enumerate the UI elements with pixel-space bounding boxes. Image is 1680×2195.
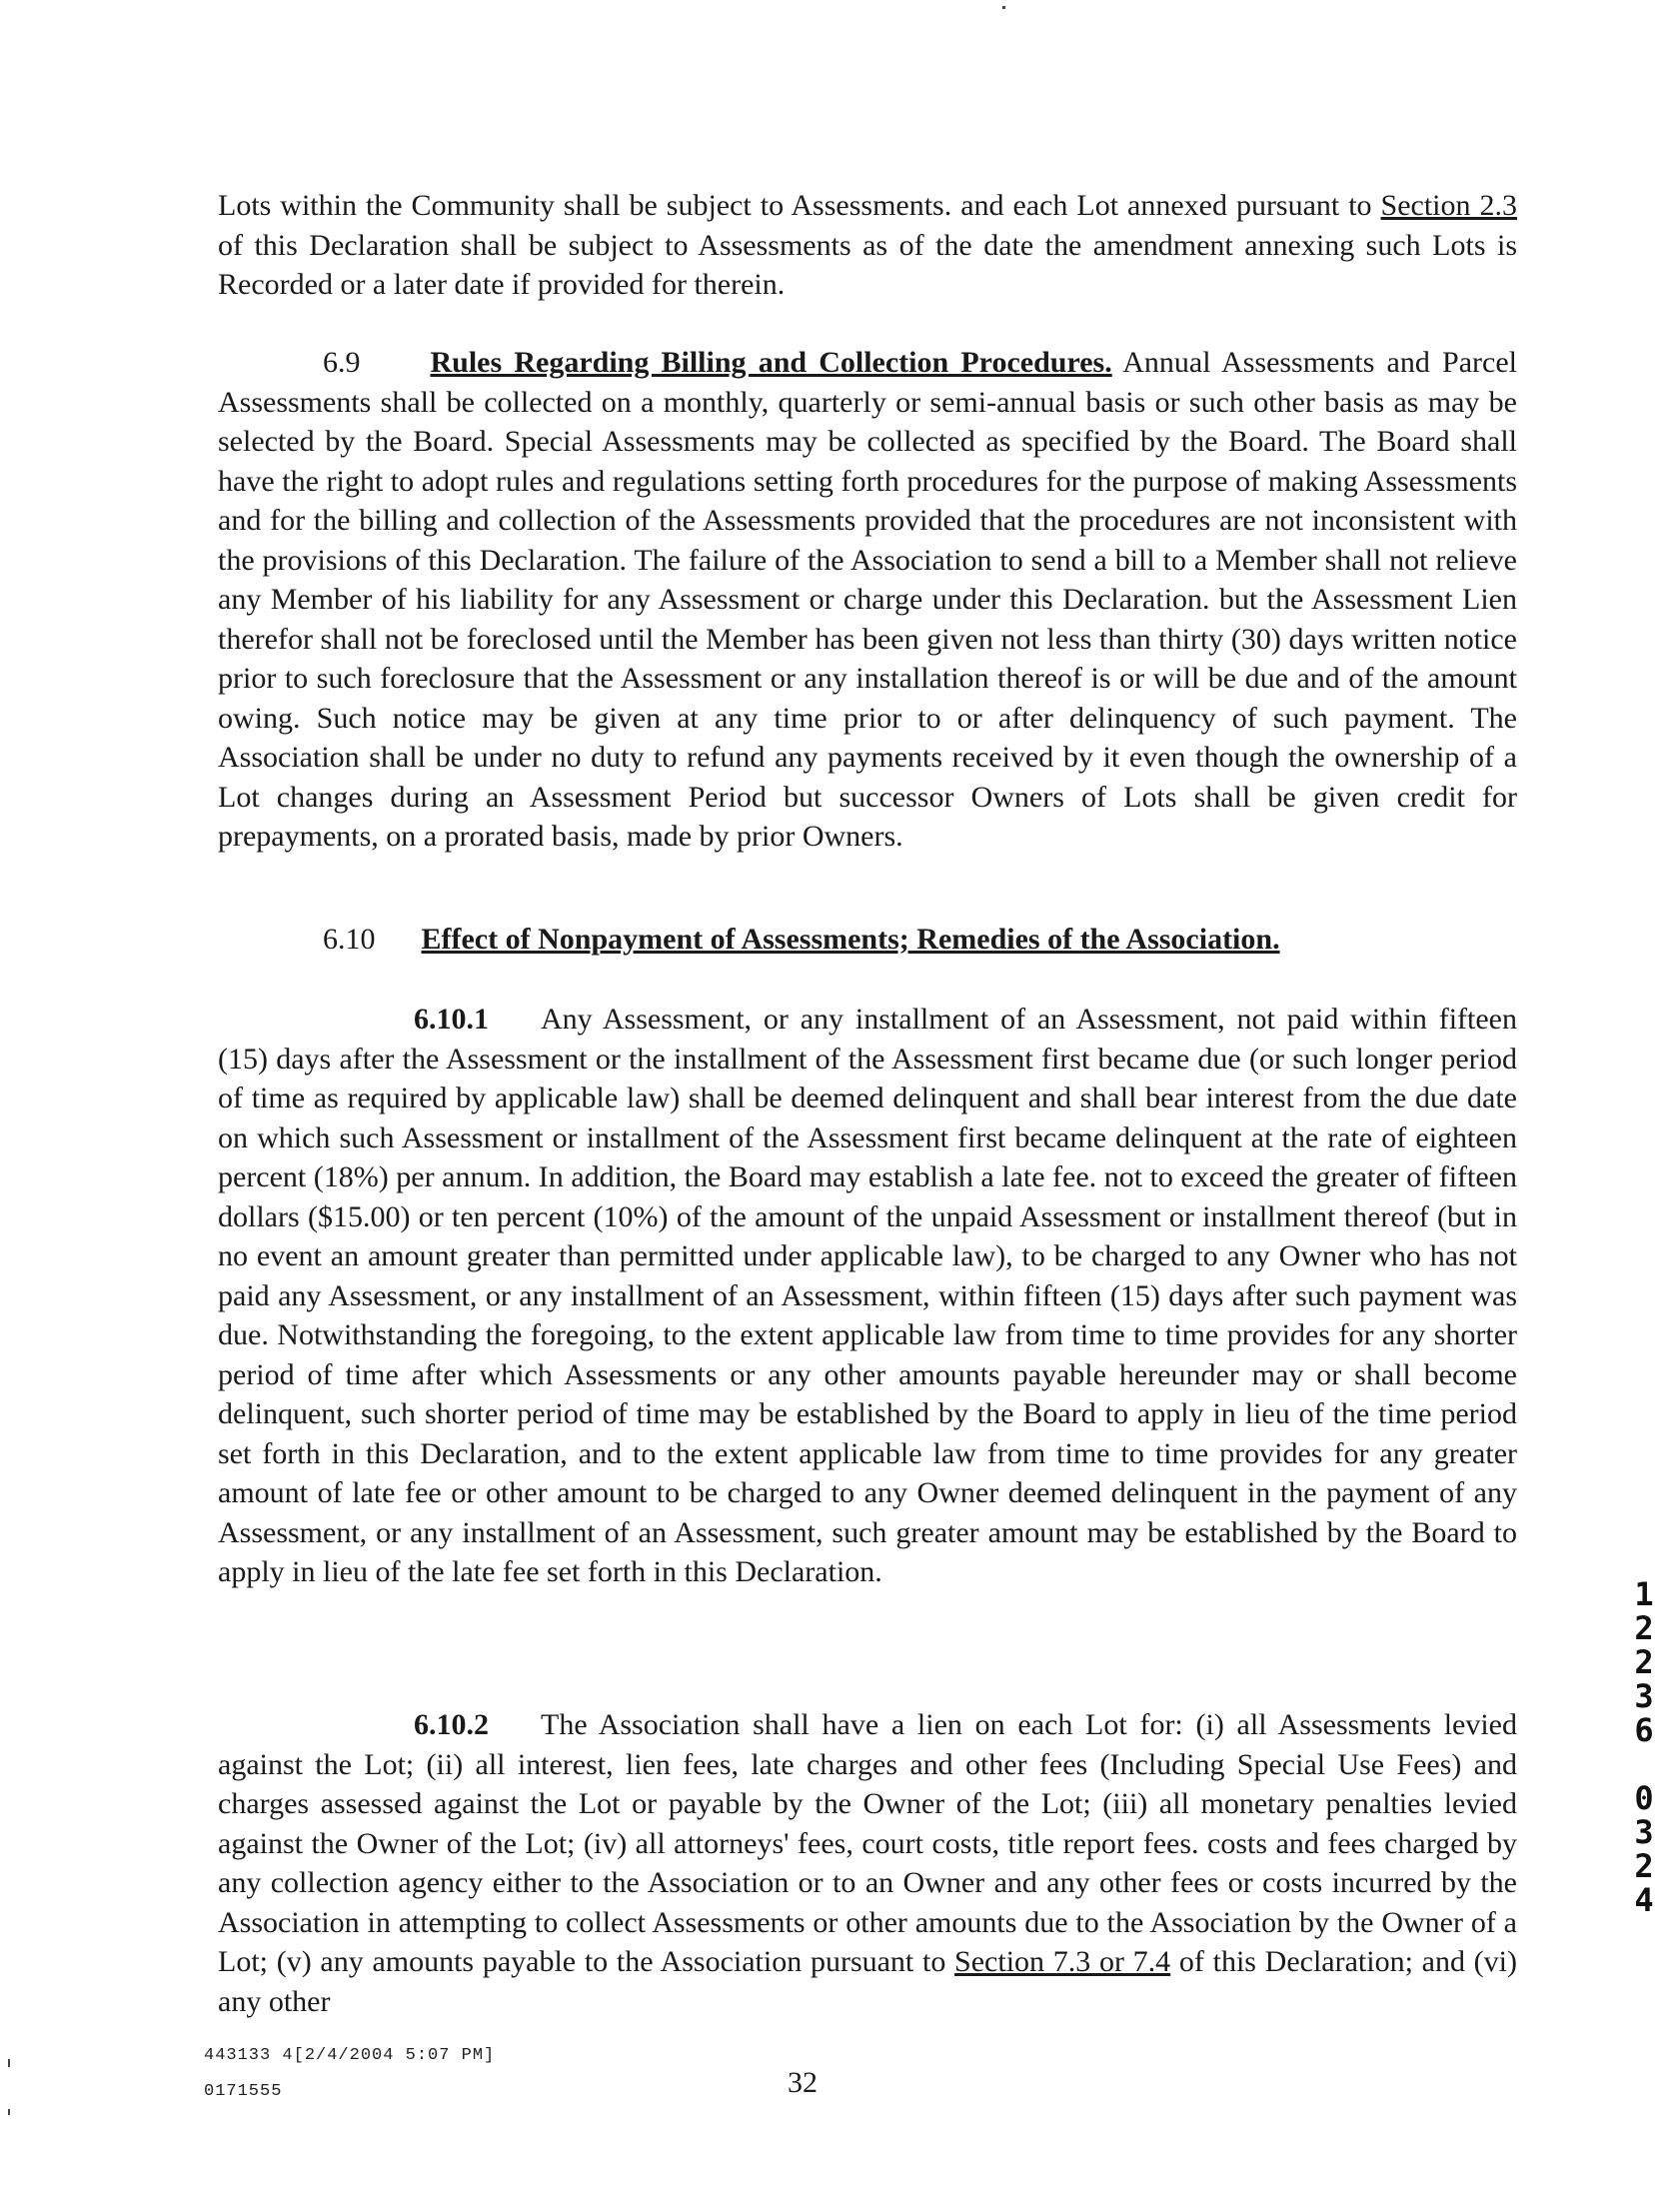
section-6-9-number: 6.9 (323, 346, 361, 379)
intro-text-rest: of this Declaration shall be subject to Assessments as of the date the amendment annexing such Lots is Recorded or a later date if provided for therein. (218, 228, 1517, 301)
footer-doc-code: 443133 4[2/4/2004 5:07 PM] (204, 2046, 496, 2065)
section-6-10-title: Effect of Nonpayment of Assessments; Remedies of the Association. (421, 923, 1280, 956)
section-6-9-title: Rules Regarding Billing and Collection Procedures. (430, 346, 1112, 379)
side-stamp-group-1 (1629, 1577, 1659, 1747)
section-6-10-2-number: 6.10.2 (414, 1708, 489, 1741)
stamp-digit: 2 (1634, 1643, 1654, 1681)
intro-paragraph (218, 186, 1517, 305)
section-7-3-reference: Section 7.3 or 7.4 (954, 1945, 1171, 1978)
stamp-digit: 2 (1634, 1847, 1654, 1885)
section-6-10-1 (218, 1000, 1517, 1592)
stamp-digit: 4 (1634, 1881, 1654, 1919)
footer-doc-number: 0171555 (204, 2082, 283, 2101)
section-6-10-1-body: Any Assessment, or any installment of an Assessment, not paid within fifteen (15) days after the Assessment or the installment of the Assessment first became due (or such longer period of time as required by applicable law) shall be deemed delinquent and shall bear interest from the due date on which such Assessment or installment of the Assessment first became delinquent at the rate of eighteen percent (18%) per annum. In addition, the Board may establish a late fee. not to exceed the greater of fifteen dollars ($15.00) or ten percent (10%) of the amount of the unpaid Assessment or installment thereof (but in no event an amount greater than permitted under applicable law), to be charged to any Owner who has not paid any Assessment, or any installment of an Assessment, within fifteen (15) days after such payment was due. Notwithstanding the foregoing, to the extent applicable law from time to time provides for any shorter period of time after which Assessments or any other amounts payable hereunder may or shall become delinquent, such shorter period of time may be established by the Board to apply in lieu of the time period set forth in this Declaration, and to the extent applicable law from time to time provides for any greater amount of late fee or other amount to be charged to any Owner deemed delinquent in the payment of any Assessment, or any installment of an Assessment, such greater amount may be established by the Board to apply in lieu of the late fee set forth in this Declaration. (218, 1003, 1517, 1588)
scan-speck (8, 2059, 10, 2067)
section-6-10-2-body-end: of this Declaration; and (vi) any other (218, 1945, 1517, 2018)
section-6-9 (218, 343, 1517, 857)
stamp-digit: 3 (1634, 1813, 1654, 1851)
scan-speck (8, 2109, 10, 2115)
page-number: 32 (788, 2066, 818, 2099)
stamp-digit: 0 (1634, 1779, 1654, 1817)
section-6-10-number: 6.10 (323, 923, 376, 956)
stamp-digit: 3 (1634, 1677, 1654, 1715)
section-2-3-reference: Section 2.3 (1380, 189, 1517, 222)
section-6-9-body: Annual Assessments and Parcel Assessments shall be collected on a monthly, quarterly or semi-annual basis or such other basis as may be selected by the Board. Special Assessments may be collected as specified by the Board. The Board shall have the right to adopt rules and regulations setting forth procedures for the purpose of making Assessments and for the billing and collection of the Assessments provided that the procedures are not inconsistent with the provisions of this Declaration. The failure of the Association to send a bill to a Member shall not relieve any Member of his liability for any Assessment or charge under this Declaration. but the Assessment Lien therefor shall not be foreclosed until the Member has been given not less than thirty (30) days written notice prior to such foreclosure that the Assessment or any installation thereof is or will be due and of the amount owing. Such notice may be given at any time prior to or after delinquency of such payment. The Association shall be under no duty to refund any payments received by it even though the ownership of a Lot changes during an Assessment Period but successor Owners of Lots shall be given credit for prepayments, on a prorated basis, made by prior Owners. (218, 346, 1517, 853)
section-6-10-1-number: 6.10.1 (414, 1003, 489, 1036)
intro-text: Lots within the Community shall be subject to Assessments. and each Lot annexed pursuant to (218, 189, 1372, 222)
section-6-10-heading (323, 920, 1280, 960)
section-6-10-2 (218, 1705, 1517, 2021)
stamp-digit: 6 (1634, 1711, 1654, 1749)
scan-speck (1002, 6, 1005, 9)
side-stamp-group-2 (1629, 1781, 1659, 1917)
section-6-10-2-body: The Association shall have a lien on each Lot for: (i) all Assessments levied against the Lot; (ii) all interest, lien fees, late charges and other fees (Including Special Use Fees) and charges assessed against the Lot or payable by the Owner of the Lot; (iii) all monetary penalties levied against the Owner of the Lot; (iv) all attorneys' fees, court costs, title report fees. costs and fees charged by any collection agency either to the Association or to an Owner and any other fees or costs incurred by the Association in attempting to collect Assessments or other amounts due to the Association by the Owner of a Lot; (v) any amounts payable to the Association pursuant to (218, 1708, 1517, 1978)
stamp-digit: 1 (1634, 1575, 1654, 1613)
stamp-digit: 2 (1634, 1609, 1654, 1647)
